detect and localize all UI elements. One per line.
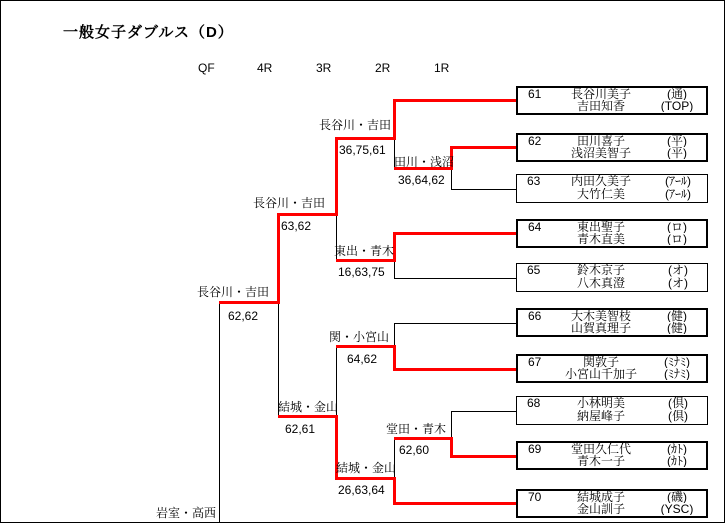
club-name: (TOP)	[660, 100, 694, 112]
winner-path-line	[394, 99, 516, 102]
club-name: (平)	[667, 147, 687, 159]
winner-path-line	[394, 437, 451, 440]
club-name: (ｱｰﾙ)	[665, 175, 691, 188]
match-winner-label: 関・小宮山	[329, 330, 390, 344]
match-winner-label: 長谷川・吉田	[197, 285, 270, 299]
winner-path-line	[393, 477, 396, 505]
club-name: (ロ)	[667, 221, 687, 233]
player-name: 結城成子	[576, 491, 625, 503]
match-score: 26,63,64	[338, 483, 385, 497]
player-name: 青木直美	[576, 233, 625, 245]
seed-number: 67	[528, 356, 542, 368]
winner-path-line	[451, 455, 516, 458]
winner-path-line	[277, 213, 280, 304]
club-name: (ﾐﾅﾐ)	[664, 368, 690, 380]
bracket-line-v	[394, 323, 395, 346]
player-name: 山賀真理子	[570, 322, 631, 334]
club-name: (通)	[667, 88, 687, 100]
club-name: (ﾐﾅﾐ)	[664, 356, 690, 368]
match-score: 62,61	[285, 422, 316, 436]
club-name: (YSC)	[660, 503, 694, 515]
winner-path-line	[278, 213, 336, 216]
winner-path-line	[336, 345, 394, 348]
entry-box-61	[516, 86, 708, 115]
club-name: (磯)	[667, 491, 687, 503]
match-score: 64,62	[347, 352, 378, 366]
player-name: 大木美智枝	[570, 310, 631, 322]
player-name: 小宮山千加子	[564, 368, 637, 380]
entry-box-68	[516, 396, 708, 425]
club-name: (倶)	[668, 410, 688, 423]
round-header-4r: 4R	[257, 61, 273, 75]
match-score: 62,62	[228, 309, 259, 323]
round-header-3r: 3R	[316, 61, 332, 75]
winner-path-line	[393, 99, 396, 140]
club-name: (ｶﾄ)	[667, 443, 687, 455]
entry-box-67	[516, 354, 708, 383]
player-name: 関敦子	[582, 356, 619, 368]
club-name: (ｶﾄ)	[667, 455, 687, 467]
match-winner-label: 堂田・青木	[386, 422, 447, 436]
qf-opponent-label: 岩室・高西	[156, 506, 217, 520]
bracket-line-h	[394, 323, 516, 324]
round-header-qf: QF	[198, 61, 215, 75]
player-name: 納屋峰子	[576, 410, 625, 423]
winner-path-line	[393, 345, 396, 371]
club-name: (オ)	[668, 264, 688, 277]
club-name: (ロ)	[667, 233, 687, 245]
bracket-line-v	[451, 411, 452, 438]
match-score: 62,60	[399, 443, 430, 457]
seed-number: 70	[528, 491, 542, 503]
player-name: 小林明美	[576, 397, 625, 410]
player-name: 大竹仁美	[576, 188, 625, 201]
round-header-1r: 1R	[434, 61, 450, 75]
match-score: 16,63,75	[338, 265, 385, 279]
seed-number: 68	[527, 397, 541, 410]
winner-path-line	[394, 368, 516, 371]
player-name: 田川喜子	[576, 135, 625, 147]
player-name: 浅沼美智子	[570, 147, 631, 159]
player-name: 八木真澄	[576, 277, 625, 290]
match-score: 36,64,62	[398, 173, 445, 187]
player-name: 吉田知香	[576, 100, 625, 112]
winner-path-line	[451, 146, 516, 149]
winner-path-line	[394, 502, 516, 505]
match-score: 36,75,61	[339, 143, 386, 157]
bracket-line-h	[451, 411, 516, 412]
match-winner-label: 長谷川・吉田	[319, 118, 392, 132]
winner-path-line	[336, 259, 394, 262]
club-name: (平)	[667, 135, 687, 147]
player-name: 長谷川美子	[570, 88, 631, 100]
seed-number: 64	[528, 221, 542, 233]
tournament-title: 一般女子ダブルス（D）	[63, 24, 234, 41]
seed-number: 62	[528, 135, 542, 147]
seed-number: 63	[527, 175, 541, 188]
seed-number: 66	[528, 310, 542, 322]
bracket-line-v	[394, 260, 395, 279]
player-name: 鈴木京子	[576, 264, 625, 277]
entry-box-69	[516, 441, 708, 470]
entry-box-66	[516, 308, 708, 337]
club-name: (ｱｰﾙ)	[665, 188, 691, 201]
bracket-line-h	[451, 189, 516, 190]
winner-path-line	[450, 437, 453, 458]
winner-path-line	[278, 415, 336, 418]
club-name: (健)	[667, 322, 687, 334]
seed-number: 69	[528, 443, 542, 455]
entry-box-65	[516, 263, 708, 292]
seed-number: 65	[527, 264, 541, 277]
player-name: 東出聖子	[576, 221, 625, 233]
match-winner-label: 長谷川・吉田	[253, 196, 326, 210]
club-name: (オ)	[668, 277, 688, 290]
entry-box-62	[516, 133, 708, 162]
player-name: 内田久美子	[570, 175, 631, 188]
player-name: 青木一子	[576, 455, 625, 467]
player-name: 金山訓子	[576, 503, 625, 515]
entry-box-63	[516, 174, 708, 203]
match-winner-label: 結城・金山	[278, 400, 339, 414]
round-header-2r: 2R	[375, 61, 391, 75]
bracket-line-v	[451, 168, 452, 190]
match-winner-label: 田川・浅沼	[394, 155, 455, 169]
entry-box-64	[516, 219, 708, 248]
club-name: (倶)	[668, 397, 688, 410]
bracket-line-v	[219, 302, 220, 523]
winner-path-line	[336, 137, 394, 140]
winner-path-line	[394, 232, 516, 235]
match-winner-label: 結城・金山	[336, 461, 397, 475]
bracket-line-h	[394, 278, 516, 279]
match-winner-label: 東出・青木	[334, 244, 395, 258]
player-name: 堂田久仁代	[570, 443, 631, 455]
club-name: (健)	[667, 310, 687, 322]
match-score: 63,62	[281, 219, 312, 233]
winner-path-line	[219, 301, 278, 304]
entry-box-70	[516, 489, 708, 518]
winner-path-line	[335, 137, 338, 216]
winner-path-line	[336, 477, 394, 480]
seed-number: 61	[528, 88, 542, 100]
